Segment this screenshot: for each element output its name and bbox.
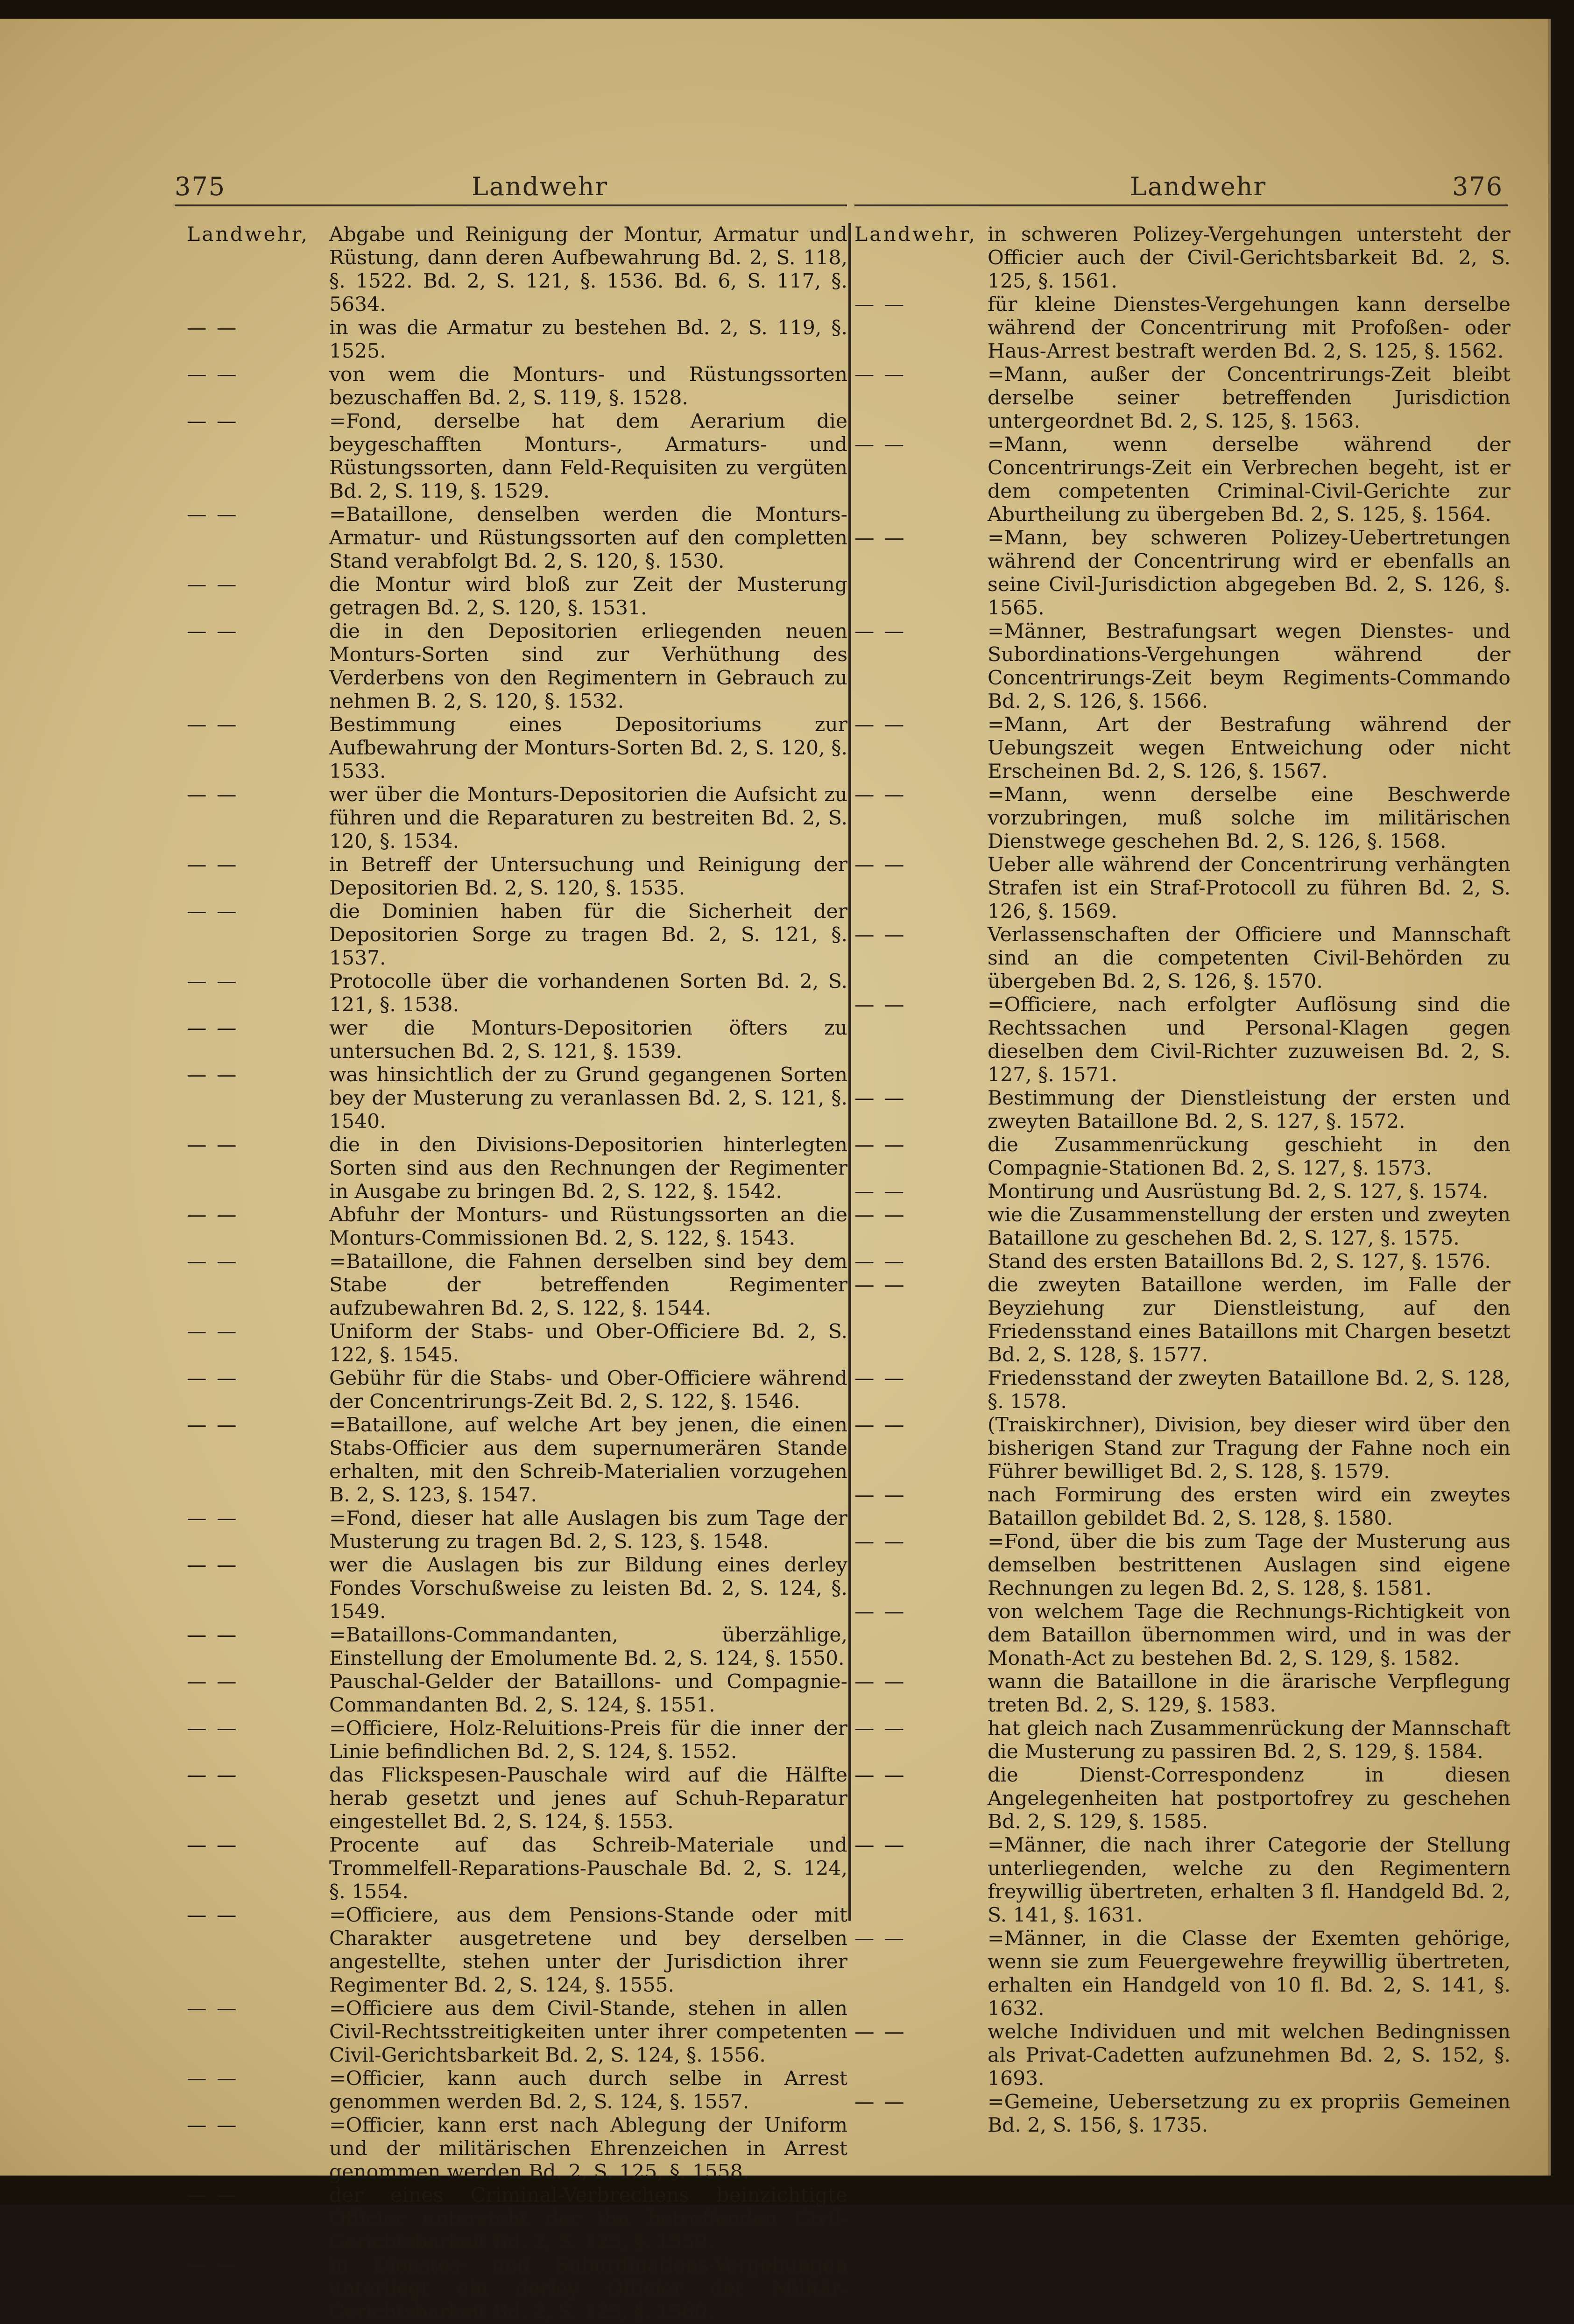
index-entry [854, 1180, 1510, 1204]
index-entry [854, 1134, 1510, 1180]
entry-lead: — — [187, 573, 239, 596]
entry-text: =Officier, kann auch durch selbe in Arrest genommen werden Bd. 2, S. 124, §. 1557. [329, 2067, 847, 2113]
index-entry [187, 1834, 847, 1904]
entry-text: die Dienst-Correspondenz in diesen Angelegenheiten hat postportofrey zu geschehen Bd. 2, S. 129, §. 1585. [988, 1764, 1510, 1833]
entry-text: =Bataillone, die Fahnen derselben sind bey dem Stabe der betreffenden Regimenter aufzubewahren Bd. 2, S. 122, §. 1544. [329, 1250, 847, 1320]
index-entry [187, 363, 847, 410]
entry-lead: — — [854, 1717, 906, 1740]
entry-text: von welchem Tage die Rechnungs-Richtigkeit von dem Bataillon übernommen wird, und in was der Monath-Act zu bestehen Bd. 2, S. 129, §. 1582. [988, 1600, 1510, 1670]
index-entry [187, 1134, 847, 1204]
index-entry [854, 2021, 1510, 2091]
entry-text: die Dominien haben für die Sicherheit der Depositorien Sorge zu tragen Bd. 2, S. 121, §. 1537. [329, 900, 847, 970]
index-entry [854, 1600, 1510, 1670]
index-entry [187, 2254, 847, 2324]
index-entry [187, 1204, 847, 1250]
index-entry [854, 1764, 1510, 1834]
entry-lead: — — [187, 713, 239, 736]
entry-text: Verlassenschaften der Officiere und Mannschaft sind an die competenten Civil-Behörden zu übergeben Bd. 2, S. 126, §. 1570. [988, 923, 1510, 993]
entry-text: =Mann, außer der Concentrirungs-Zeit bleibt derselbe seiner betreffenden Jurisdiction untergeordnet Bd. 2, S. 125, §. 1563. [988, 363, 1510, 433]
index-entry [854, 1250, 1510, 1274]
entry-text: Abfuhr der Monturs- und Rüstungssorten an die Monturs-Commissionen Bd. 2, S. 122, §. 1543. [329, 1204, 847, 1250]
index-entry [854, 993, 1510, 1087]
index-entry [854, 1834, 1510, 1927]
index-entry [187, 1670, 847, 1717]
entry-text: wann die Bataillone in die ärarische Verpflegung treten Bd. 2, S. 129, §. 1583. [988, 1670, 1510, 1717]
index-entry [854, 1367, 1510, 1414]
index-entry [187, 2114, 847, 2184]
entry-lead: — — [854, 1274, 906, 1296]
entry-lead: — — [854, 1134, 906, 1156]
entry-text: Bestimmung der Dienstleistung der ersten und zweyten Bataillone Bd. 2, S. 127, §. 1572. [988, 1087, 1510, 1133]
index-entry [854, 223, 1510, 293]
entry-text: =Männer, die nach ihrer Categorie der Stellung unterliegenden, welche zu den Regimentern freywillig übertreten, erhalten 3 fl. Handgeld Bd. 2, S. 141, §. 1631. [988, 1834, 1510, 1927]
entry-text: die Zusammenrückung geschieht in den Compagnie-Stationen Bd. 2, S. 127, §. 1573. [988, 1134, 1510, 1180]
entry-text: wer die Monturs-Depositorien öfters zu untersuchen Bd. 2, S. 121, §. 1539. [329, 1017, 847, 1063]
entry-text: (Traiskirchner), Division, bey dieser wird über den bisherigen Stand zur Tragung der Fahne noch ein Führer bewilliget Bd. 2, S. 128, §. 1579. [988, 1414, 1510, 1483]
index-entry [187, 1717, 847, 1764]
entry-lead: — — [854, 1927, 906, 1950]
entry-text: Bestimmung eines Depositoriums zur Aufbewahrung der Monturs-Sorten Bd. 2, S. 120, §. 1533. [329, 713, 847, 783]
index-entry [854, 527, 1510, 620]
entry-lead: Landwehr, [187, 223, 310, 246]
index-entry [854, 853, 1510, 923]
entry-lead: — — [187, 853, 239, 876]
entry-lead: — — [187, 1997, 239, 2020]
entry-lead: — — [854, 713, 906, 736]
index-entry [854, 1927, 1510, 2021]
index-entry [187, 2184, 847, 2254]
page-number-left: 375 [175, 172, 226, 201]
entry-lead: — — [187, 783, 239, 806]
index-entry [854, 1484, 1510, 1530]
entry-lead: — — [187, 1717, 239, 1740]
entry-lead: — — [187, 1904, 239, 1927]
entry-text: =Officiere, nach erfolgter Auflösung sind die Rechtssachen und Personal-Klagen gegen dieselben dem Civil-Richter zuzuweisen Bd. 2, S. 127, §. 1571. [988, 993, 1510, 1086]
index-entry [187, 1017, 847, 1063]
index-entry [854, 1414, 1510, 1484]
entry-text: =Mann, wenn derselbe eine Beschwerde vorzubringen, muß solche im militärischen Dienstwege geschehen Bd. 2, S. 126, §. 1568. [988, 783, 1510, 853]
entry-lead: — — [854, 1250, 906, 1273]
entry-text: nach Formirung des ersten wird ein zweytes Bataillon gebildet Bd. 2, S. 128, §. 1580. [988, 1484, 1510, 1530]
entry-lead: — — [187, 2067, 239, 2090]
page-number-right: 376 [1452, 172, 1503, 201]
index-entry [187, 1997, 847, 2067]
entry-text: was hinsichtlich der zu Grund gegangenen Sorten bey der Musterung zu veranlassen Bd. 2, S. 121, §. 1540. [329, 1063, 847, 1133]
entry-text: =Bataillone, auf welche Art bey jenen, die einen Stabs-Officier aus dem supernumerären Stande erhalten, mit den Schreib-Materialien vorzugehen B. 2, S. 123, §. 1547. [329, 1414, 847, 1507]
index-entry [854, 783, 1510, 853]
entry-text: Stand des ersten Bataillons Bd. 2, S. 127, §. 1576. [988, 1250, 1491, 1273]
index-entry [187, 1320, 847, 1367]
entry-lead: — — [187, 1507, 239, 1530]
index-entry [854, 1274, 1510, 1367]
entry-text: =Officier, kann erst nach Ablegung der Uniform und der militärischen Ehrenzeichen in Arrest genommen werden Bd. 2, S. 125, §. 1558. [329, 2114, 847, 2183]
index-entry [854, 433, 1510, 527]
entry-lead: — — [854, 1414, 906, 1437]
entry-lead: — — [187, 1320, 239, 1343]
index-entry [854, 1204, 1510, 1250]
entry-text: in was die Armatur zu bestehen Bd. 2, S. 119, §. 1525. [329, 317, 847, 363]
entry-lead: — — [854, 853, 906, 876]
entry-lead: — — [854, 783, 906, 806]
entry-lead: — — [854, 620, 906, 643]
entry-lead: — — [187, 1367, 239, 1390]
index-entry [187, 853, 847, 900]
entry-text: Procente auf das Schreib-Materiale und Trommelfell-Reparations-Pauschale Bd. 2, S. 124, §. 1554. [329, 1834, 847, 1903]
entry-lead: — — [854, 1834, 906, 1857]
entry-text: wie die Zusammenstellung der ersten und zweyten Bataillone zu geschehen Bd. 2, S. 127, §. 1575. [988, 1204, 1510, 1250]
index-entry [187, 1063, 847, 1134]
column-divider [848, 223, 851, 1921]
entry-text: =Officiere aus dem Civil-Stande, stehen in allen Civil-Rechtsstreitigkeiten unter ihrer competenten Civil-Gerichtsbarkeit Bd. 2, S. 124, §. 1556. [329, 1997, 847, 2067]
entry-lead: — — [854, 1600, 906, 1623]
entry-text: =Mann, Art der Bestrafung während der Uebungszeit wegen Entweichung oder nicht Erscheinen Bd. 2, S. 126, §. 1567. [988, 713, 1510, 783]
entry-lead: — — [854, 1530, 906, 1553]
index-entry [187, 1904, 847, 1997]
entry-text: =Officiere, aus dem Pensions-Stande oder mit Charakter ausgetretene und bey derselben angestellte, stehen unter der Jurisdiction ihrer Regimenter Bd. 2, S. 124, §. 1555. [329, 1904, 847, 1997]
index-entry [854, 713, 1510, 783]
entry-lead: — — [854, 1367, 906, 1390]
index-entry [854, 923, 1510, 993]
index-entry [854, 1530, 1510, 1600]
entry-lead: — — [187, 1250, 239, 1273]
entry-lead: — — [187, 1624, 239, 1647]
index-entry [187, 1507, 847, 1554]
entry-lead: — — [854, 527, 906, 549]
entry-text: =Officiere, Holz-Reluitions-Preis für die inner der Linie befindlichen Bd. 2, S. 124, §. 1552. [329, 1717, 847, 1763]
entry-text: =Männer, Bestrafungsart wegen Dienstes- und Subordinations-Vergehungen während der Concentrirungs-Zeit beym Regiments-Commando Bd. 2, S. 126, §. 1566. [988, 620, 1510, 713]
running-head-right: Landwehr [1130, 172, 1267, 201]
index-entry [187, 573, 847, 620]
entry-lead: — — [187, 1017, 239, 1040]
entry-lead: — — [187, 2114, 239, 2137]
entry-text: =Mann, bey schweren Polizey-Uebertretungen während der Concentrirung wird er ebenfalls an seine Civil-Jurisdiction abgegeben Bd. 2, S. 126, §. 1565. [988, 527, 1510, 620]
entry-lead: — — [854, 1180, 906, 1203]
entry-text: =Fond, über die bis zum Tage der Musterung aus demselben bestrittenen Auslagen sind eigene Rechnungen zu legen Bd. 2, S. 128, §. 1581. [988, 1530, 1510, 1600]
index-entry [854, 1087, 1510, 1134]
entry-text: wer über die Monturs-Depositorien die Aufsicht zu führen und die Reparaturen zu bestreiten Bd. 2, S. 120, §. 1534. [329, 783, 847, 853]
entry-text: =Fond, derselbe hat dem Aerarium die beygeschafften Monturs-, Armaturs- und Rüstungssorten, dann Feld-Requisiten zu vergüten Bd. 2, S. 119, §. 1529. [329, 410, 847, 503]
index-entry [854, 2091, 1510, 2137]
entry-lead: — — [854, 293, 906, 316]
entry-lead: — — [854, 1484, 906, 1507]
entry-lead: — — [187, 2184, 239, 2207]
entry-lead: — — [854, 1204, 906, 1226]
entry-text: =Bataillons-Commandanten, überzählige, Einstellung der Emolumente Bd. 2, S. 124, §. 1550. [329, 1624, 847, 1670]
header-rule-left [175, 204, 847, 206]
index-entry [187, 503, 847, 573]
entry-text: Gebühr für die Stabs- und Ober-Officiere während der Concentrirungs-Zeit Bd. 2, S. 122, §. 1546. [329, 1367, 847, 1413]
right-column [854, 223, 1510, 2137]
entry-lead: — — [854, 993, 906, 1016]
index-entry [187, 620, 847, 713]
entry-text: welche Individuen und mit welchen Bedingnissen als Privat-Cadetten aufzunehmen Bd. 2, S. 152, §. 1693. [988, 2021, 1510, 2090]
index-entry [187, 1764, 847, 1834]
entry-text: das Flickspesen-Pauschale wird auf die Hälfte herab gesetzt und jenes auf Schuh-Reparatur eingestellet Bd. 2, S. 124, §. 1553. [329, 1764, 847, 1833]
index-entry [854, 620, 1510, 713]
entry-lead: — — [187, 503, 239, 526]
entry-text: Abgabe und Reinigung der Montur, Armatur und Rüstung, dann deren Aufbewahrung Bd. 2, S. 118, §. 1522. Bd. 2, S. 121, §. 1536. Bd. 6, S. 117, §. 5634. [329, 223, 847, 316]
entry-text: die Montur wird bloß zur Zeit der Musterung getragen Bd. 2, S. 120, §. 1531. [329, 573, 847, 620]
index-entry [187, 1250, 847, 1320]
entry-lead: — — [187, 1204, 239, 1226]
entry-lead: — — [187, 363, 239, 386]
header-rule-right [854, 204, 1508, 206]
index-entry [187, 223, 847, 317]
left-column [187, 223, 847, 2324]
index-entry [187, 1554, 847, 1624]
index-entry [187, 970, 847, 1017]
entry-lead: — — [854, 363, 906, 386]
entry-lead: — — [854, 2021, 906, 2043]
entry-text: für kleine Dienstes-Vergehungen kann derselbe während der Concentrirung mit Profoßen- oder Haus-Arrest bestraft werden Bd. 2, S. 125, §. 1562. [988, 293, 1510, 363]
entry-lead: — — [187, 900, 239, 923]
entry-text: =Gemeine, Uebersetzung zu ex propriis Gemeinen Bd. 2, S. 156, §. 1735. [988, 2091, 1510, 2137]
index-entry [854, 1670, 1510, 1717]
entry-lead: — — [187, 1063, 239, 1086]
entry-text: die in den Divisions-Depositorien hinterlegten Sorten sind aus den Rechnungen der Regimenter in Ausgabe zu bringen Bd. 2, S. 122, §. 1542. [329, 1134, 847, 1203]
entry-text: Friedensstand der zweyten Bataillone Bd. 2, S. 128, §. 1578. [988, 1367, 1510, 1413]
running-head-left: Landwehr [472, 172, 608, 201]
entry-lead: — — [187, 1670, 239, 1693]
entry-lead: — — [187, 1134, 239, 1156]
index-entry [854, 363, 1510, 433]
index-entry [854, 293, 1510, 363]
entry-text: Ueber alle während der Concentrirung verhängten Strafen ist ein Straf-Protocoll zu führen Bd. 2, S. 126, §. 1569. [988, 853, 1510, 923]
index-entry [187, 783, 847, 853]
entry-lead: — — [187, 410, 239, 433]
entry-text: wer die Auslagen bis zur Bildung eines derley Fondes Vorschußweise zu leisten Bd. 2, S. 124, §. 1549. [329, 1554, 847, 1623]
entry-text: der eines Criminal-Verbrechens beinzichtigte Officier untersteht der ihn betreffenden Civil-Gerichtsbarkeit Bd. 2, S. 125, §. 1559. [329, 2184, 847, 2254]
entry-text: von wem die Monturs- und Rüstungssorten bezuschaffen Bd. 2, S. 119, §. 1528. [329, 363, 847, 409]
entry-text: Uniform der Stabs- und Ober-Officiere Bd. 2, S. 122, §. 1545. [329, 1320, 847, 1366]
entry-text: =Männer, in die Classe der Exemten gehörige, wenn sie zum Feuergewehre freywillig übertreten, erhalten ein Handgeld von 10 fl. Bd. 2, S. 141, §. 1632. [988, 1927, 1510, 2020]
entry-lead: — — [187, 1764, 239, 1787]
entry-lead: — — [854, 1087, 906, 1110]
entry-lead: — — [854, 923, 906, 946]
index-entry [187, 1414, 847, 1507]
entry-text: Montirung und Ausrüstung Bd. 2, S. 127, §. 1574. [988, 1180, 1489, 1203]
entry-lead: Landwehr, [854, 223, 977, 246]
entry-text: Protocolle über die vorhandenen Sorten Bd. 2, S. 121, §. 1538. [329, 970, 847, 1016]
index-entry [187, 410, 847, 503]
entry-text: =Mann, wenn derselbe während der Concentrirungs-Zeit ein Verbrechen begeht, ist er dem competenten Criminal-Civil-Gerichte zur Aburtheilung zu übergeben Bd. 2, S. 125, §. 1564. [988, 433, 1510, 526]
entry-text: in schweren Polizey-Vergehungen untersteht der Officier auch der Civil-Gerichtsbarkeit Bd. 2, S. 125, §. 1561. [988, 223, 1510, 293]
entry-lead: — — [187, 2254, 239, 2277]
entry-lead: — — [854, 1764, 906, 1787]
index-entry [187, 1624, 847, 1670]
index-entry [187, 317, 847, 363]
index-entry [187, 713, 847, 783]
entry-text: =Bataillone, denselben werden die Monturs-Armatur- und Rüstungssorten auf den completten Stand verabfolgt Bd. 2, S. 120, §. 1530. [329, 503, 847, 573]
entry-lead: — — [187, 1554, 239, 1577]
entry-lead: — — [854, 1670, 906, 1693]
entry-lead: — — [187, 620, 239, 643]
entry-lead: — — [854, 2091, 906, 2113]
entry-lead: — — [854, 433, 906, 456]
entry-text: hat gleich nach Zusammenrückung der Mannschaft die Musterung zu passiren Bd. 2, S. 129, §. 1584. [988, 1717, 1510, 1763]
entry-lead: — — [187, 1414, 239, 1437]
entry-text: die in den Depositorien erliegenden neuen Monturs-Sorten sind zur Verhüthung des Verderbens von den Regimentern in Gebrauch zu nehmen B. 2, S. 120, §. 1532. [329, 620, 847, 713]
entry-text: =Fond, dieser hat alle Auslagen bis zum Tage der Musterung zu tragen Bd. 2, S. 123, §. 1548. [329, 1507, 847, 1553]
index-entry [187, 1367, 847, 1414]
index-entry [187, 900, 847, 970]
index-entry [854, 1717, 1510, 1764]
entry-text: die zweyten Bataillone werden, im Falle der Beyziehung zur Dienstleistung, auf den Friedensstand eines Bataillons mit Chargen besetzt Bd. 2, S. 128, §. 1577. [988, 1274, 1510, 1366]
entry-text: in Betreff der Untersuchung und Reinigung der Depositorien Bd. 2, S. 120, §. 1535. [329, 853, 847, 900]
index-entry [187, 2067, 847, 2114]
entry-lead: — — [187, 970, 239, 993]
entry-text: Pauschal-Gelder der Bataillons- und Compagnie-Commandanten Bd. 2, S. 124, §. 1551. [329, 1670, 847, 1717]
entry-lead: — — [187, 317, 239, 339]
entry-lead: — — [187, 1834, 239, 1857]
entry-text: in Dienstes- und Subordinations-Vergehungen unterliegt ein derley Officier der Militär-Gerichtsbarkeit Bd. 2, S. 125, §. 1560. [329, 2254, 847, 2324]
